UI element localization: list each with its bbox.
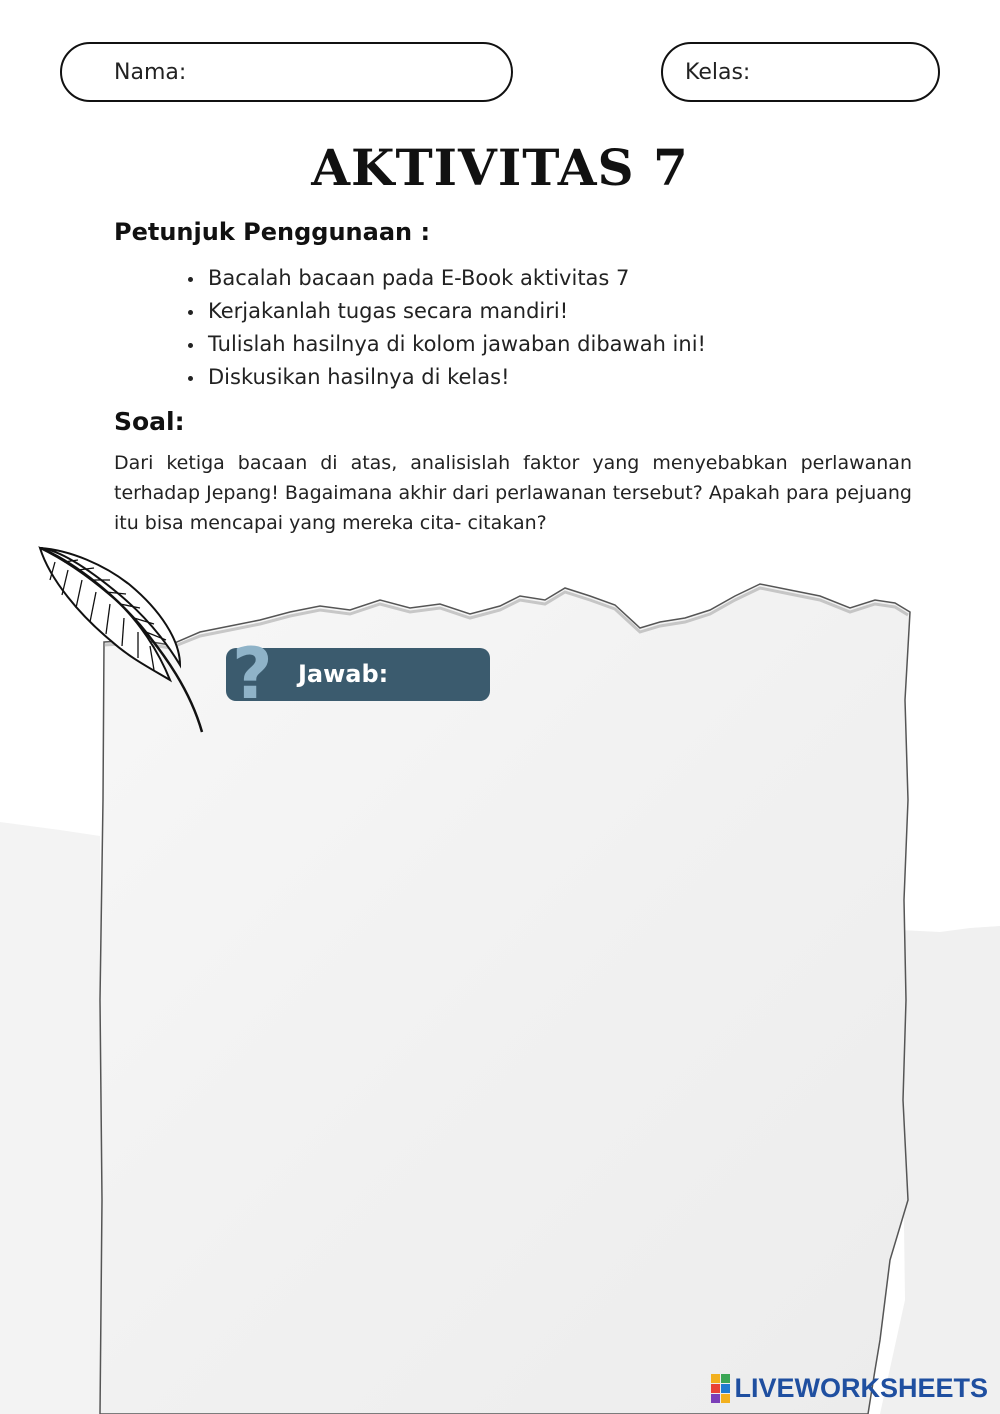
liveworksheets-wordmark: LIVEWORKSHEETS bbox=[734, 1373, 988, 1403]
petunjuk-heading: Petunjuk Penggunaan : bbox=[114, 218, 431, 246]
list-item-text: Tulislah hasilnya di kolom jawaban dibawah ini! bbox=[208, 332, 706, 356]
kelas-field-container bbox=[661, 42, 940, 102]
jawab-label-box bbox=[226, 633, 490, 715]
feather-icon bbox=[30, 540, 220, 740]
list-item-text: Kerjakanlah tugas secara mandiri! bbox=[208, 299, 569, 323]
bullet-icon bbox=[188, 277, 193, 282]
list-item-text: Diskusikan hasilnya di kelas! bbox=[208, 365, 510, 389]
liveworksheets-logo bbox=[711, 1373, 988, 1404]
kelas-input[interactable] bbox=[758, 53, 1000, 91]
bullet-icon bbox=[188, 343, 193, 348]
jawab-label: Jawab: bbox=[298, 660, 389, 688]
list-item bbox=[186, 295, 706, 328]
question-text: Dari ketiga bacaan di atas, analisislah faktor yang menyebabkan perlawanan terhadap Jepang! Bagaimana akhir dari perlawanan tersebut? Apakah para pejuang itu bisa mencapai yang mereka cita- citakan? bbox=[114, 452, 912, 534]
question-mark-icon: ? bbox=[232, 633, 273, 715]
soal-heading: Soal: bbox=[114, 407, 185, 436]
answer-textarea[interactable] bbox=[120, 720, 884, 1344]
bullet-icon bbox=[188, 310, 193, 315]
list-item-text: Bacalah bacaan pada E-Book aktivitas 7 bbox=[208, 266, 630, 290]
page-title: AKTIVITAS 7 bbox=[311, 138, 689, 197]
petunjuk-list bbox=[186, 262, 706, 394]
list-item bbox=[186, 361, 706, 394]
nama-field-container bbox=[60, 42, 513, 102]
list-item bbox=[186, 262, 706, 295]
nama-label: Nama: bbox=[114, 59, 187, 85]
logo-grid-icon bbox=[711, 1374, 730, 1403]
nama-input[interactable] bbox=[194, 53, 487, 91]
bullet-icon bbox=[188, 376, 193, 381]
kelas-label: Kelas: bbox=[685, 59, 751, 85]
list-item bbox=[186, 328, 706, 361]
